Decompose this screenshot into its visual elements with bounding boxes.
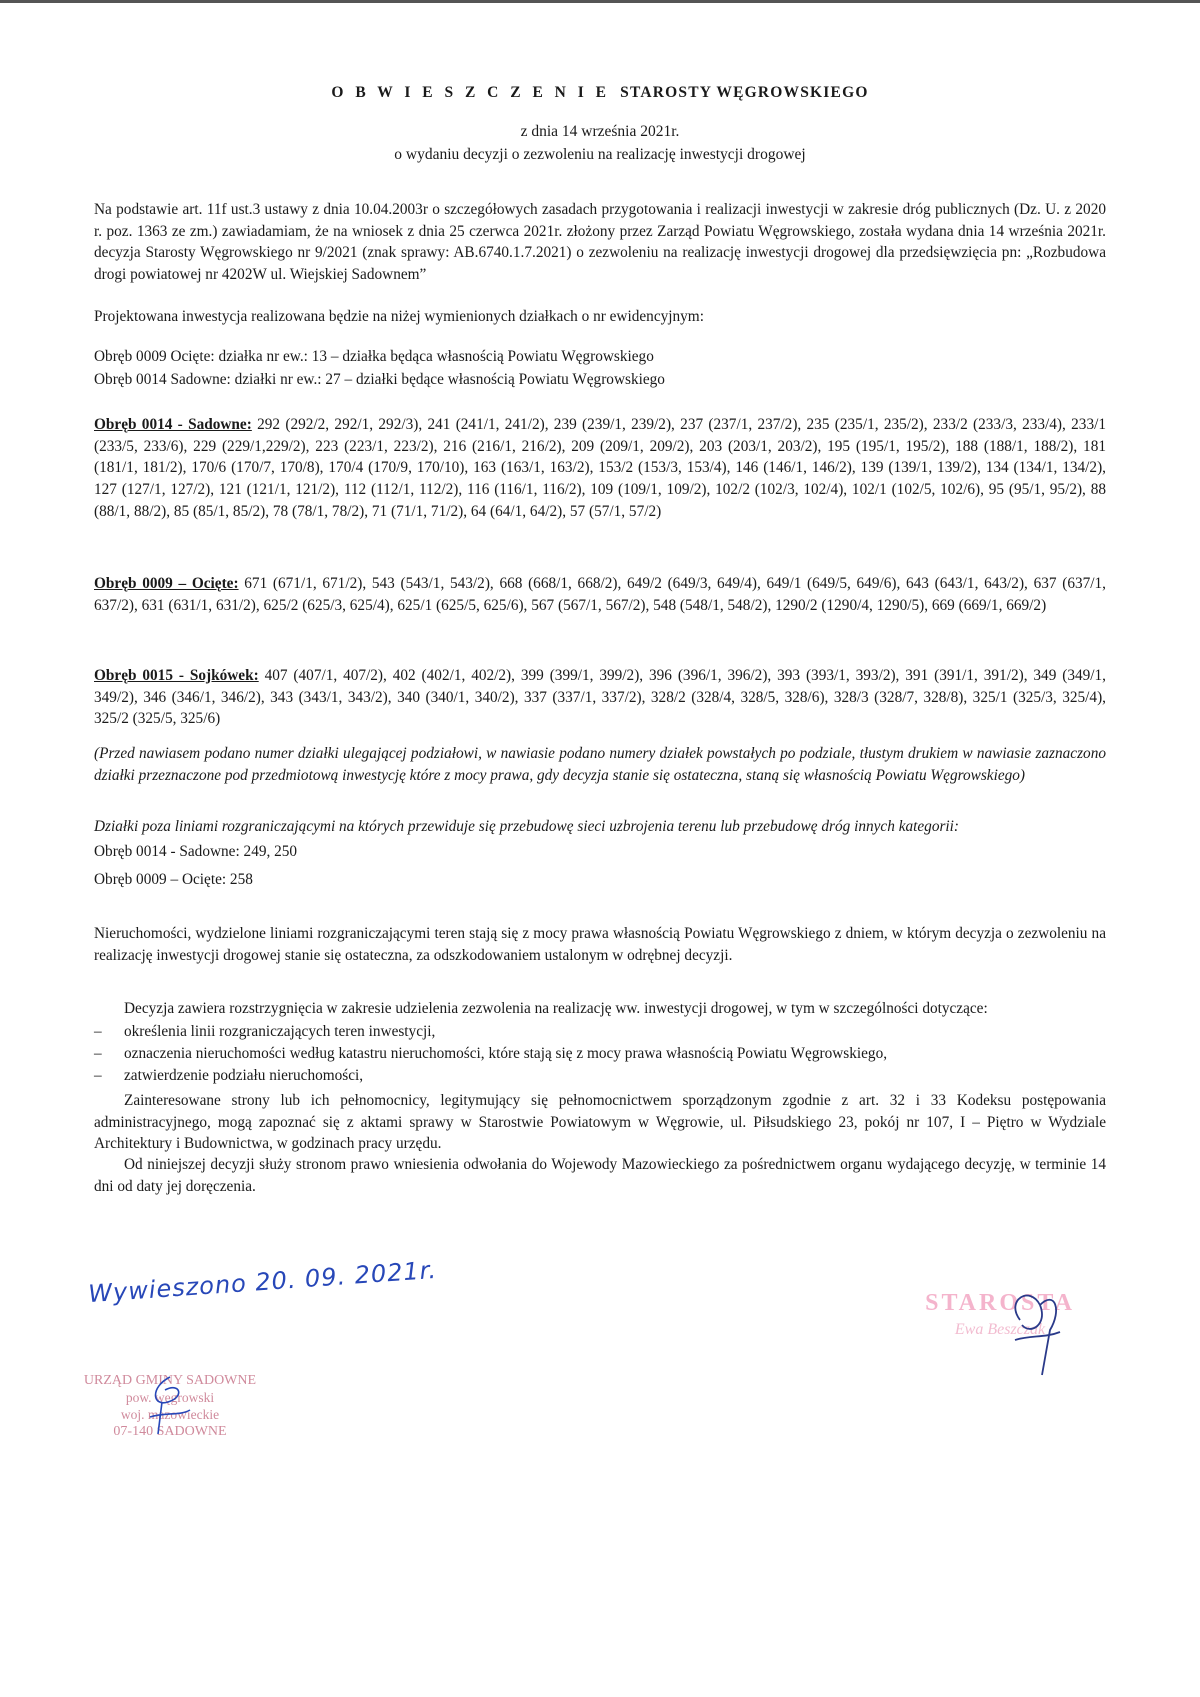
parcels-ociete-label: Obręb 0009 – Ocięte: (94, 575, 239, 592)
parcels-sojkowek (94, 665, 1106, 730)
page-top-border (0, 0, 1200, 3)
decision-list (94, 1021, 1106, 1087)
parcels-ociete-list: 671 (671/1, 671/2), 543 (543/1, 543/2), 668 (668/1, 668/2), 649/2 (649/3, 649/4), 649/1 (649/5, 649/6), 643 (643/1, 643/2), 637 (637/1, 637/2), 631 (631/1, 631/2), 625/2 (625/3, 625/4), 625/1 (625/5, 625/6), 567 (567/1, 567/2), 548 (548/1, 548/2), 1290/2 (1290/4, 1290/5), 669 (669/1, 669/2) (94, 575, 1106, 614)
outside-sadowne: Obręb 0014 - Sadowne: 249, 250 (94, 843, 298, 860)
starosta-name: Ewa Beszczak (954, 1321, 1046, 1338)
intro-paragraph: Na podstawie art. 11f ust.3 ustawy z dnia 10.04.2003r o szczegółowych zasadach przygotowania i realizacji inwestycji w zakresie dróg publicznych (Dz. U. z 2020 r. poz. 1363 ze zm.) zawiadamiam, że na wniosek z dnia 25 czerwca 2021r. złożony przez Zarząd Powiatu Węgrowskiego, została wydana dnia 14 września 2021r. decyzja Starosty Węgrowskiego nr 9/2021 (znak sprawy: AB.6740.1.7.2021) o zezwoleniu na realizację inwestycji drogowej dla przedsięwzięcia pn: „Rozbudowa drogi powiatowej nr 4202W ul. Wiejskiej Sadownem” (94, 201, 1106, 284)
document-title (0, 84, 1200, 102)
projection-line: Projektowana inwestycja realizowana będzie na niżej wymienionych działkach o nr ewidencyjnym: (94, 308, 704, 325)
parcels-sojkowek-label: Obręb 0015 - Sojkówek: (94, 667, 259, 684)
obreb-sadowne-owned: Obręb 0014 Sadowne: działki nr ew.: 27 – działki będące własnością Powiatu Węgrowskiego (94, 371, 665, 388)
stamp-line-voivodeship: woj. mazowieckie (120, 1407, 220, 1422)
starosta-signature-scribble (1000, 1280, 1070, 1380)
title-part-1: O B W I E S Z C Z E N I E (331, 84, 610, 101)
document-date: z dnia 14 września 2021r. (520, 123, 680, 140)
appeal-paragraph: Od niniejszej decyzji służy stronom prawo wniesienia odwołania do Wojewody Mazowieckiego za pośrednictwem organu wydającego decyzję, w terminie 14 dni od daty jej doręczenia. (94, 1156, 1106, 1195)
decision-item: – zatwierdzenie podziału nieruchomości, (94, 1065, 1106, 1087)
stamp-line-county: pow. węgrowski (125, 1390, 215, 1405)
decision-item: – określenia linii rozgraniczających teren inwestycji, (94, 1021, 1106, 1043)
parcels-sadowne (94, 414, 1106, 523)
parcels-sadowne-label: Obręb 0014 - Sadowne: (94, 416, 252, 433)
parcels-sadowne-list: 292 (292/2, 292/1, 292/3), 241 (241/1, 241/2), 239 (239/1, 239/2), 237 (237/1, 237/2), 235 (235/1, 235/2), 233/2 (233/3, 233/4), 233/1 (233/5, 233/6), 229 (229/1,229/2), 223 (223/1, 223/2), 216 (216/1, 216/2), 209 (209/1, 209/2), 203 (203/1, 203/2), 195 (195/1, 195/2), 188 (188/1, 188/2), 181 (181/1, 181/2), 170/6 (170/7, 170/8), 170/4 (170/9, 170/10), 163 (163/1, 163/2), 153/2 (153/3, 153/4), 146 (146/1, 146/2), 139 (139/1, 139/2), 134 (134/1, 134/2), 127 (127/1, 127/2), 121 (121/1, 121/2), 112 (112/1, 112/2), 116 (116/1, 116/2), 109 (109/1, 109/2), 102/2 (102/3, 102/4), 102/1 (102/5, 102/6), 95 (95/1, 95/2), 88 (88/1, 88/2), 85 (85/1, 85/2), 78 (78/1, 78/2), 71 (71/1, 71/2), 64 (64/1, 64/2), 57 (57/1, 57/2) (94, 416, 1106, 520)
handwritten-posted-note: Wywieszono 20. 09. 2021r. (87, 1255, 438, 1309)
outside-ociete: Obręb 0009 – Ocięte: 258 (94, 871, 253, 888)
parties-paragraph: Zainteresowane strony lub ich pełnomocnicy, legitymujący się pełnomocnictwem sporządzonym zgodnie z art. 32 i 33 Kodeksu postępowania administracyjnego, mogą zapoznać się z aktami sprawy w Starostwie Powiatowym w Węgrowie, ul. Piłsudskiego 23, pokój nr 107, I – Piętro w Wydziale Architektury i Budownictwa, w godzinach pracy urzędu. (94, 1092, 1106, 1153)
gmina-signature-scribble (140, 1372, 200, 1442)
obreb-ociete-owned: Obręb 0009 Ocięte: działka nr ew.: 13 – działka będąca własnością Powiatu Węgrowskiego (94, 348, 654, 365)
stamp-line-office: URZĄD GMINY SADOWNE (83, 1373, 257, 1388)
document-subject: o wydaniu decyzji o zezwoleniu na realizację inwestycji drogowej (394, 146, 806, 163)
stamp-line-postal: 07-140 SADOWNE (113, 1424, 227, 1439)
property-paragraph: Nieruchomości, wydzielone liniami rozgraniczającymi teren stają się z mocy prawa własnością Powiatu Węgrowskiego z dniem, w którym decyzja o zezwoleniu na realizację inwestycji drogowej stanie się ostateczna, za odszkodowaniem ustalonym w odrębnej decyzji. (94, 925, 1106, 964)
title-part-2: STAROSTY WĘGROWSKIEGO (620, 84, 869, 101)
parcels-sojkowek-list: 407 (407/1, 407/2), 402 (402/1, 402/2), 399 (399/1, 399/2), 396 (396/1, 396/2), 393 (393/1, 393/2), 391 (391/1, 391/2), 349 (349/1, 349/2), 346 (346/1, 346/2), 343 (343/1, 343/2), 340 (340/1, 340/2), 337 (337/1, 337/2), 328/2 (328/4, 328/5, 328/6), 328/3 (328/7, 328/8), 325/1 (325/3, 325/4), 325/2 (325/5, 325/6) (94, 667, 1107, 728)
parcel-note: (Przed nawiasem podano numer działki ulegającej podziałowi, w nawiasie podano numery działek powstałych po podziale, tłustym drukiem w nawiasie zaznaczono działki przeznaczone pod przedmiotową inwestycję które z mocy prawa, gdy decyzja stanie się ostateczna, staną się własnością Powiatu Węgrowskiego) (94, 745, 1106, 784)
starosta-title: STAROSTA (925, 1290, 1075, 1316)
outside-lines-heading: Działki poza liniami rozgraniczającymi na których przewiduje się przebudowę sieci uzbrojenia terenu lub przebudowę dróg innych kategorii: (94, 818, 960, 835)
decision-item: – oznaczenia nieruchomości według katastru nieruchomości, które stają się z mocy prawa własnością Powiatu Węgrowskiego, (94, 1043, 1106, 1065)
decision-intro: Decyzja zawiera rozstrzygnięcia w zakresie udzielenia zezwolenia na realizację ww. inwestycji drogowej, w tym w szczególności dotyczące: (124, 1000, 988, 1017)
parcels-ociete (94, 573, 1106, 616)
